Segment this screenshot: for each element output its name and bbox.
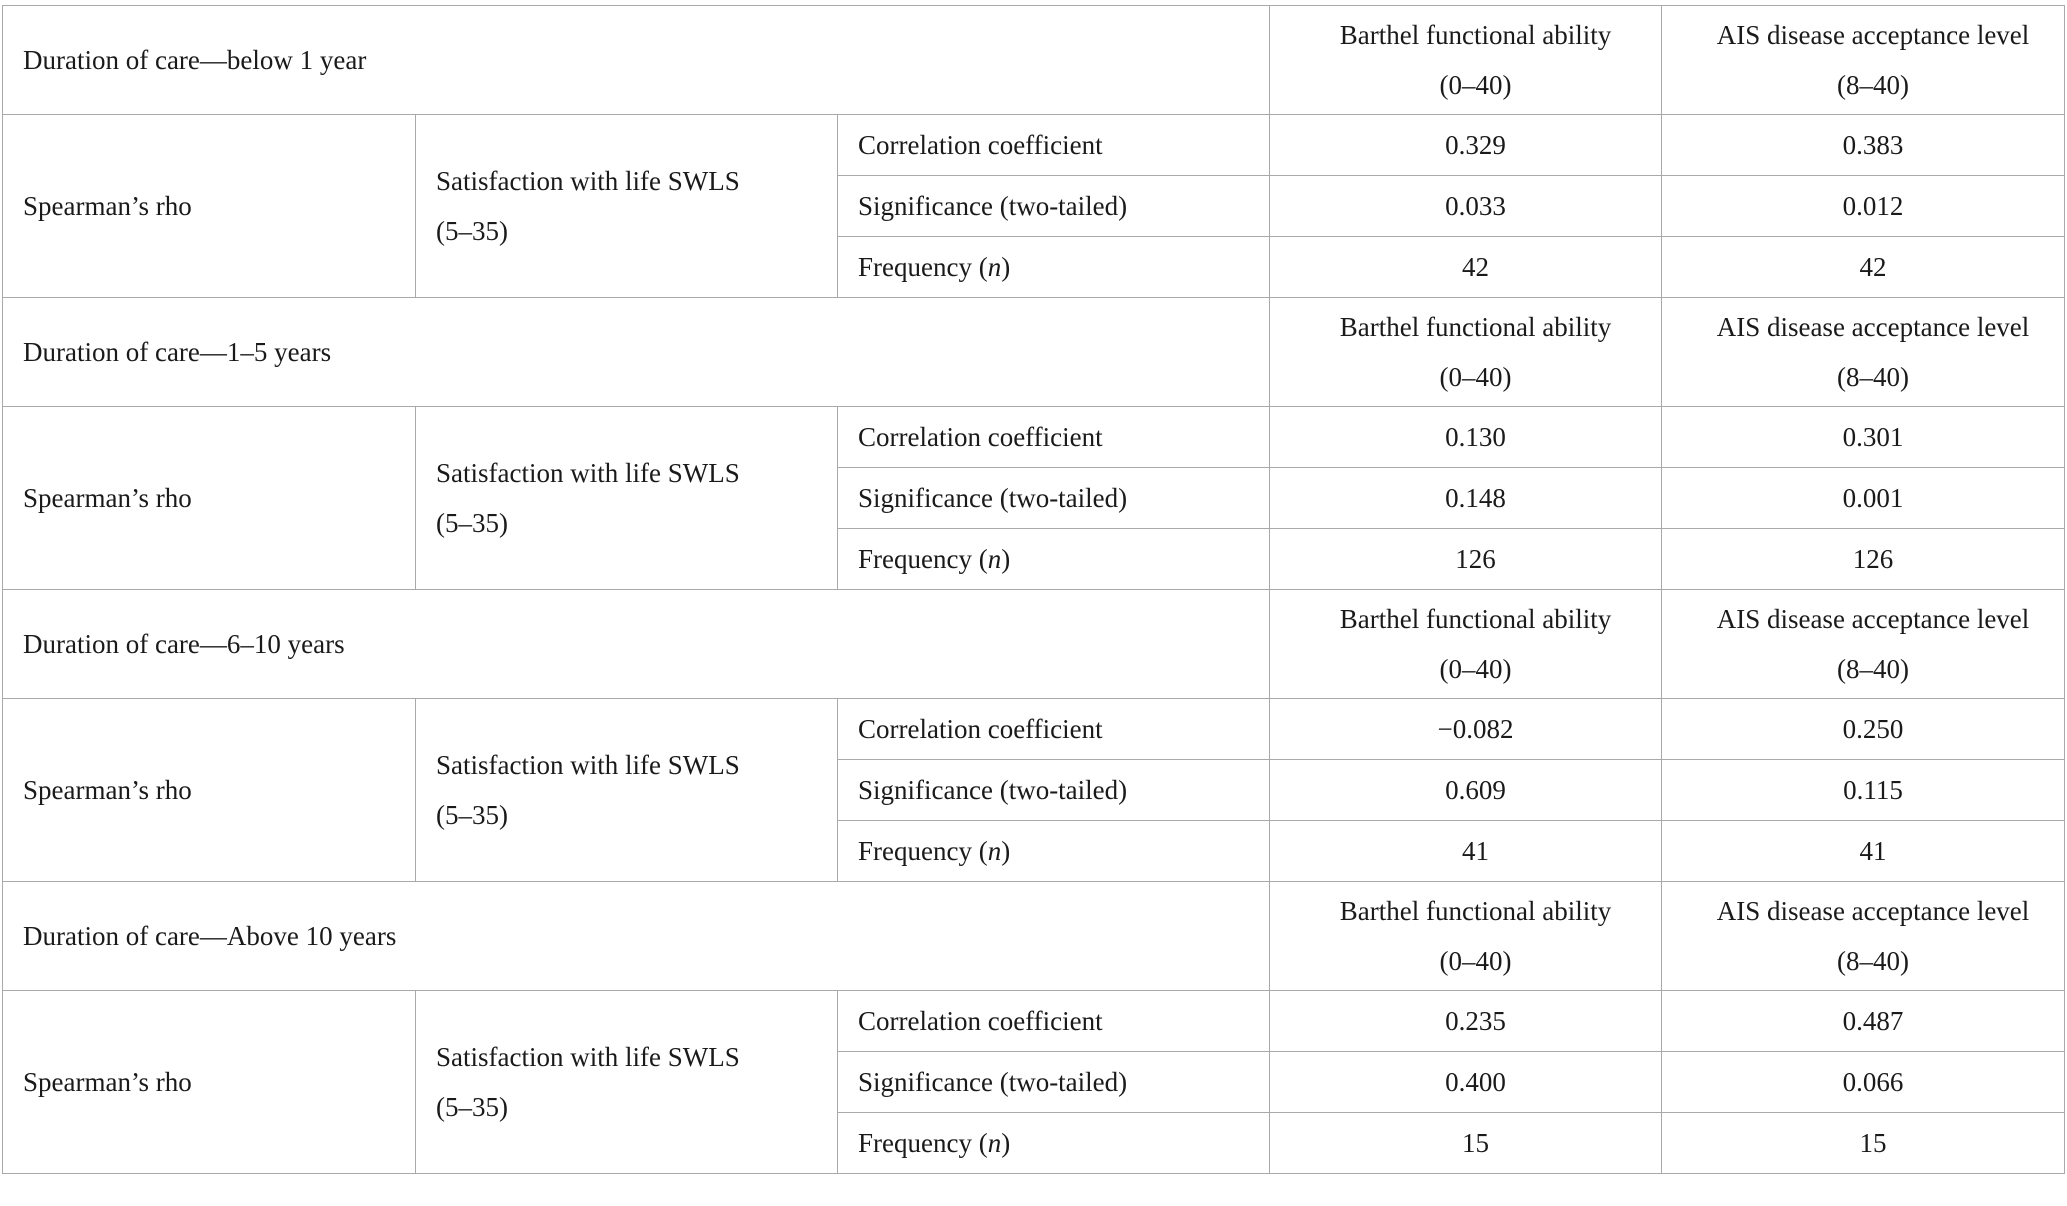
barthel-correlation-value: −0.082: [1270, 699, 1662, 760]
barthel-significance-value: 0.148: [1270, 468, 1662, 529]
method-label: Spearman’s rho: [3, 699, 416, 882]
group-header-row: [3, 882, 2065, 991]
barthel-significance-value: 0.033: [1270, 176, 1662, 237]
table-body: [3, 6, 2065, 1174]
ais-column-header: AIS disease acceptance level (8–40): [1662, 6, 2065, 115]
ais-frequency-value: 41: [1662, 821, 2065, 882]
barthel-frequency-value: 42: [1270, 237, 1662, 298]
significance-label: Significance (two-tailed): [838, 176, 1270, 237]
table-row: [3, 115, 2065, 176]
group-title: Duration of care—below 1 year: [3, 6, 1270, 115]
correlation-label: Correlation coefficient: [838, 115, 1270, 176]
variable-label: Satisfaction with life SWLS (5–35): [416, 407, 838, 590]
group-header-row: [3, 590, 2065, 699]
significance-label: Significance (two-tailed): [838, 468, 1270, 529]
frequency-label: Frequency (n): [838, 821, 1270, 882]
method-label: Spearman’s rho: [3, 115, 416, 298]
ais-significance-value: 0.115: [1662, 760, 2065, 821]
correlation-table: [2, 5, 2065, 1174]
ais-significance-value: 0.012: [1662, 176, 2065, 237]
ais-frequency-value: 126: [1662, 529, 2065, 590]
barthel-correlation-value: 0.130: [1270, 407, 1662, 468]
ais-correlation-value: 0.383: [1662, 115, 2065, 176]
correlation-label: Correlation coefficient: [838, 407, 1270, 468]
variable-label: Satisfaction with life SWLS (5–35): [416, 115, 838, 298]
table-row: [3, 407, 2065, 468]
ais-correlation-value: 0.250: [1662, 699, 2065, 760]
barthel-frequency-value: 15: [1270, 1113, 1662, 1174]
group-title: Duration of care—1–5 years: [3, 298, 1270, 407]
group-header-row: [3, 298, 2065, 407]
table-row: [3, 699, 2065, 760]
barthel-frequency-value: 126: [1270, 529, 1662, 590]
ais-column-header: AIS disease acceptance level (8–40): [1662, 590, 2065, 699]
table-row: [3, 991, 2065, 1052]
barthel-correlation-value: 0.329: [1270, 115, 1662, 176]
barthel-column-header: Barthel functional ability (0–40): [1270, 298, 1662, 407]
group-title: Duration of care—6–10 years: [3, 590, 1270, 699]
barthel-column-header: Barthel functional ability (0–40): [1270, 6, 1662, 115]
correlation-label: Correlation coefficient: [838, 991, 1270, 1052]
barthel-column-header: Barthel functional ability (0–40): [1270, 590, 1662, 699]
ais-correlation-value: 0.487: [1662, 991, 2065, 1052]
ais-correlation-value: 0.301: [1662, 407, 2065, 468]
frequency-label: Frequency (n): [838, 529, 1270, 590]
barthel-frequency-value: 41: [1270, 821, 1662, 882]
correlation-label: Correlation coefficient: [838, 699, 1270, 760]
significance-label: Significance (two-tailed): [838, 1052, 1270, 1113]
ais-column-header: AIS disease acceptance level (8–40): [1662, 298, 2065, 407]
variable-label: Satisfaction with life SWLS (5–35): [416, 699, 838, 882]
variable-label: Satisfaction with life SWLS (5–35): [416, 991, 838, 1174]
method-label: Spearman’s rho: [3, 407, 416, 590]
ais-significance-value: 0.001: [1662, 468, 2065, 529]
ais-frequency-value: 15: [1662, 1113, 2065, 1174]
significance-label: Significance (two-tailed): [838, 760, 1270, 821]
group-title: Duration of care—Above 10 years: [3, 882, 1270, 991]
barthel-column-header: Barthel functional ability (0–40): [1270, 882, 1662, 991]
barthel-significance-value: 0.609: [1270, 760, 1662, 821]
frequency-label: Frequency (n): [838, 1113, 1270, 1174]
ais-column-header: AIS disease acceptance level (8–40): [1662, 882, 2065, 991]
ais-frequency-value: 42: [1662, 237, 2065, 298]
barthel-significance-value: 0.400: [1270, 1052, 1662, 1113]
ais-significance-value: 0.066: [1662, 1052, 2065, 1113]
frequency-label: Frequency (n): [838, 237, 1270, 298]
barthel-correlation-value: 0.235: [1270, 991, 1662, 1052]
group-header-row: [3, 6, 2065, 115]
method-label: Spearman’s rho: [3, 991, 416, 1174]
